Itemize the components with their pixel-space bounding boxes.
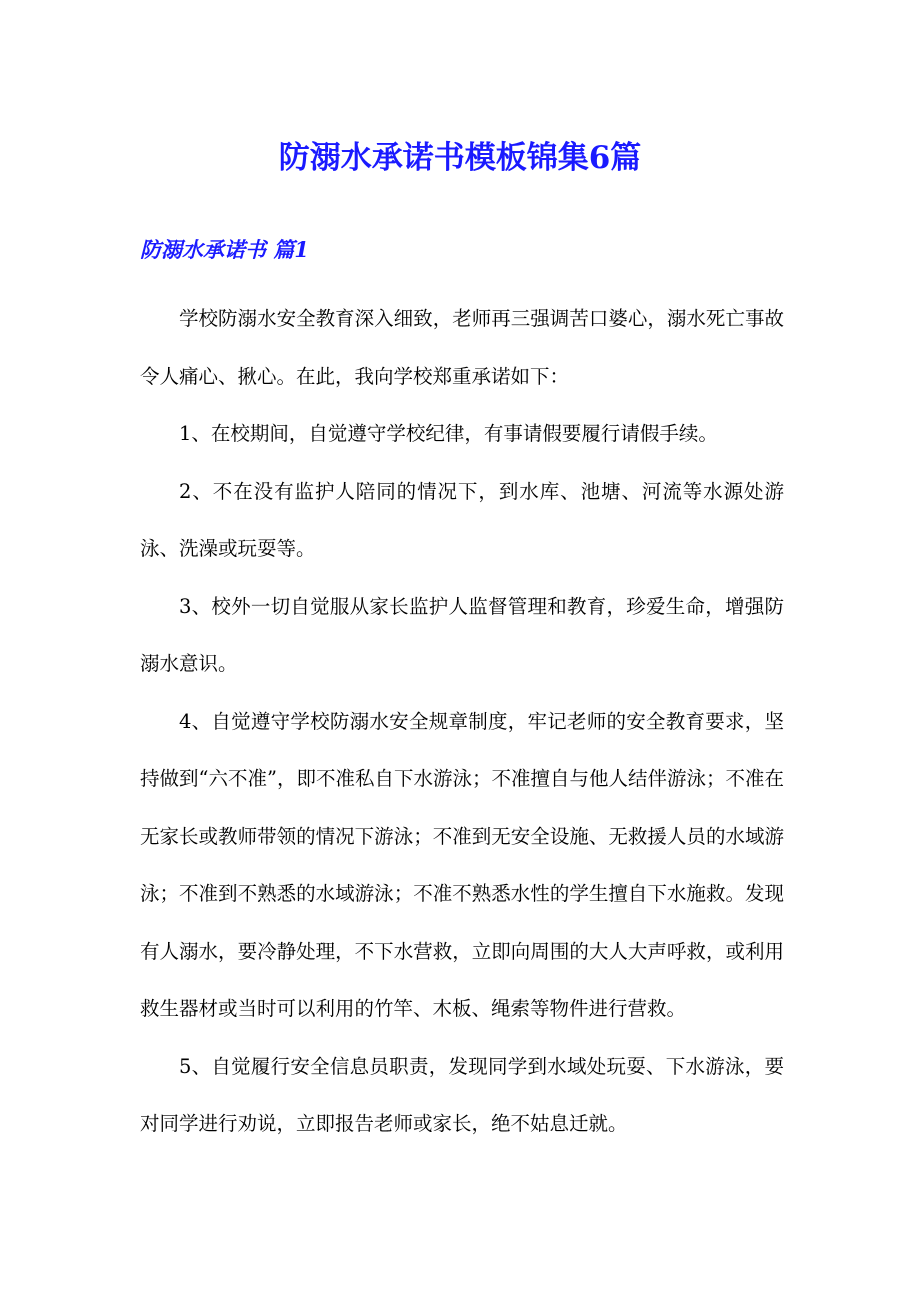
pledge-item-1: 1、在校期间，自觉遵守学校纪律，有事请假要履行请假手续。 <box>179 422 718 445</box>
pledge-item-3: 3、校外一切自觉服从家长监护人监督管理和教育，珍爱生命，增强防溺水意识。 <box>140 594 784 675</box>
pledge-item-5: 5、自觉履行安全信息员职责，发现同学到水域处玩耍、下水游泳，要对同学进行劝说，立即报告老师或家长，绝不姑息迁就。 <box>140 1054 784 1135</box>
pledge-item-2: 2、不在没有监护人陪同的情况下，到水库、池塘、河流等水源处游泳、洗澡或玩耍等。 <box>140 479 784 560</box>
section-heading: 防溺水承诺书 篇1 <box>140 237 309 262</box>
intro-paragraph: 学校防溺水安全教育深入细致，老师再三强调苦口婆心，溺水死亡事故令人痛心、揪心。在此，我向学校郑重承诺如下： <box>140 307 784 388</box>
document-body <box>140 290 784 1153</box>
document-title: 防溺水承诺书模板锦集6篇 <box>278 140 642 176</box>
pledge-item-4: 4、自觉遵守学校防溺水安全规章制度，牢记老师的安全教育要求，坚持做到“六不准”，即不准私自下水游泳；不准擅自与他人结伴游泳；不准在无家长或教师带领的情况下游泳；不准到无安全设施、无救援人员的水域游泳；不准到不熟悉的水域游泳；不准不熟悉水性的学生擅自下水施救。发现有人溺水，要冷静处理，不下水营救，立即向周围的大人大声呼救，或利用救生器材或当时可以利用的竹竿、木板、绳索等物件进行营救。 <box>140 709 784 1020</box>
